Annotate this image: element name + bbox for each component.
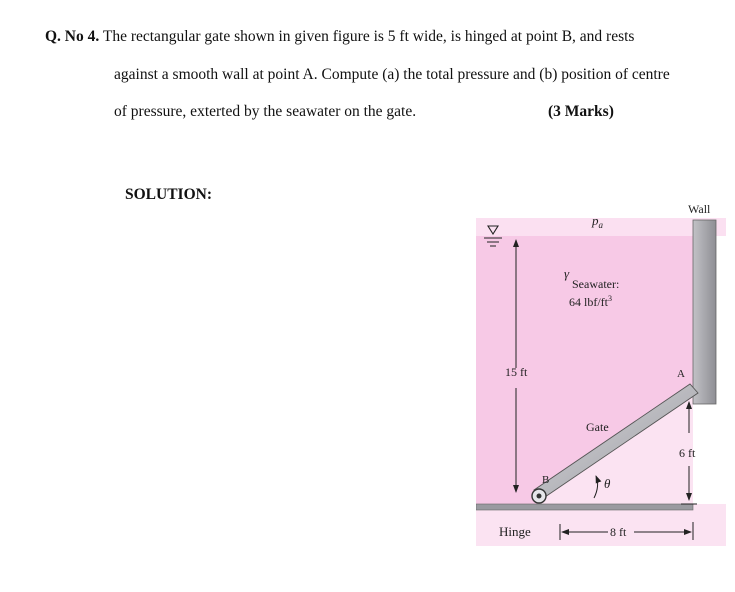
question-line-3: of pressure, exterted by the seawater on the gate. [114,103,417,120]
atmospheric-pressure-label: $p_a$ [592,213,603,230]
question-text-1: The rectangular gate shown in given figure is 5 ft wide, is hinged at point B, and rests [102,28,635,45]
gamma-symbol: γ [564,266,570,281]
solution-heading: SOLUTION: [125,186,212,203]
question-line-1 [45,28,634,46]
question-line-2: against a smooth wall at point A. Compute (a) the total pressure and (b) position of centre [114,66,670,83]
height-label: 6 ft [679,446,696,460]
fluid-weight-exponent: 3 [608,294,612,303]
wall [693,220,716,404]
fluid-name-label: Seawater: [572,277,620,291]
wall-label: Wall [688,202,711,216]
gate-label: Gate [586,420,609,434]
pa-subscript: a [598,220,603,230]
theta-label: θ [604,476,611,491]
marks-label: (3 Marks) [548,103,614,120]
point-b-label: B [542,474,550,486]
depth-label: 15 ft [505,365,528,379]
hinge-pin [537,494,542,499]
fluid-weight-label: 64 lbf/$ft^3$ [569,294,612,309]
floor-plate [476,504,693,510]
span-label: 8 ft [610,525,627,539]
hinge-label: Hinge [499,524,531,539]
question-number: Q. No 4. [45,28,100,45]
point-a-label: A [677,368,685,380]
gate-figure [476,200,726,546]
